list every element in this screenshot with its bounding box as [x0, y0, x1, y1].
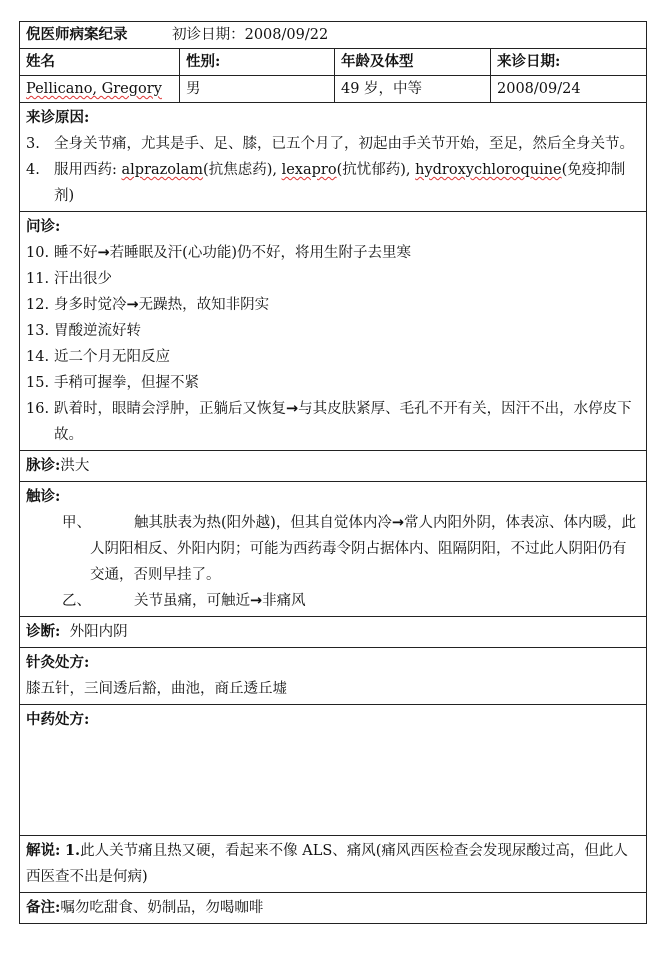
- explanation-cell: [20, 836, 647, 893]
- arrow-icon: →: [97, 245, 110, 261]
- item-text: (免疫抑制剂): [54, 162, 626, 204]
- drug-name: lexapro: [281, 162, 337, 178]
- drug-name: hydroxychloroquine: [415, 162, 562, 178]
- inquiry-row: [20, 212, 647, 451]
- patient-name: Pellicano, Gregory: [26, 81, 162, 97]
- reasons-label: 来诊原因:: [26, 109, 90, 126]
- item-marker: 乙、: [62, 593, 91, 609]
- item-number: 15.: [26, 375, 50, 391]
- patient-sex: 男: [180, 76, 335, 103]
- inquiry-cell: [20, 212, 647, 451]
- palpation-row: [20, 482, 647, 617]
- arrow-icon: →: [250, 593, 263, 609]
- pulse-cell: [20, 451, 647, 482]
- visit-date-label: 来诊日期:: [491, 49, 647, 76]
- age-label: 年龄及体型: [335, 49, 491, 76]
- first-visit-date: 2008/09/22: [244, 27, 329, 43]
- item-text: (抗焦虑药),: [203, 162, 282, 178]
- item-text: 身多时觉冷: [54, 297, 127, 313]
- diagnosis-value: 外阳内阴: [69, 624, 128, 640]
- diagnosis-cell: [20, 617, 647, 648]
- notes-cell: [20, 893, 647, 924]
- item-number: 14.: [26, 349, 50, 365]
- palpation-label: 触诊:: [26, 488, 61, 505]
- arrow-icon: →: [391, 515, 404, 531]
- patient-name-cell: [20, 76, 180, 103]
- reasons-row: [20, 103, 647, 212]
- item-number: 16.: [26, 401, 50, 417]
- list-item: [26, 157, 640, 209]
- list-item: [26, 240, 640, 266]
- item-text: 全身关节痛，尤其是手、足、膝，已五个月了，初起由手关节开始，至足，然后全身关节。: [54, 136, 634, 152]
- list-item: [26, 396, 640, 448]
- item-text: 服用西药:: [54, 162, 122, 178]
- explanation-number: 1.: [64, 842, 81, 859]
- list-item: [26, 344, 640, 370]
- acupuncture-cell: [20, 648, 647, 705]
- herbal-row: [20, 705, 647, 836]
- item-text: 非痛风: [262, 593, 306, 609]
- herbal-cell: [20, 705, 647, 836]
- list-item: [26, 370, 640, 396]
- item-number: 13.: [26, 323, 50, 339]
- item-text: 关节虽痛，可触近: [134, 593, 250, 609]
- acupuncture-label: 针灸处方:: [26, 654, 90, 671]
- item-text: 睡不好: [54, 245, 98, 261]
- list-item: [26, 292, 640, 318]
- medical-record-table: [19, 21, 647, 924]
- item-text: 趴着时，眼睛会浮肿，正躺后又恢复: [54, 401, 286, 417]
- notes-row: [20, 893, 647, 924]
- item-marker: 甲、: [62, 515, 91, 531]
- pulse-row: [20, 451, 647, 482]
- inquiry-list: [26, 240, 640, 448]
- list-item: [26, 131, 640, 157]
- inquiry-label: 问诊:: [26, 218, 61, 235]
- name-label: 姓名: [20, 49, 180, 76]
- arrow-icon: →: [126, 297, 139, 313]
- item-text: 与其皮肤紧厚、毛孔不开有关，因汗不出，水停皮下故。: [54, 401, 632, 443]
- herbal-label: 中药处方:: [26, 711, 90, 728]
- acupuncture-row: [20, 648, 647, 705]
- notes-label: 备注:: [26, 899, 61, 916]
- pulse-label: 脉诊:: [26, 457, 61, 474]
- list-item: [26, 318, 640, 344]
- record-title: 倪医师病案纪录: [26, 26, 128, 43]
- reasons-cell: [20, 103, 647, 212]
- item-text: 手稍可握拳，但握不紧: [54, 375, 199, 391]
- item-number: 12.: [26, 297, 50, 313]
- reasons-list: [26, 131, 640, 209]
- arrow-icon: →: [286, 401, 299, 417]
- item-text: 无躁热，故知非阴实: [138, 297, 270, 313]
- item-text-block: [90, 510, 640, 588]
- patient-label-row: [20, 49, 647, 76]
- palpation-item: [26, 510, 640, 588]
- first-visit: [172, 27, 328, 43]
- first-visit-label: 初诊日期：: [172, 27, 245, 43]
- item-number: 3.: [26, 136, 40, 152]
- medical-record-sheet: [19, 21, 646, 924]
- patient-age: 49 岁，中等: [335, 76, 491, 103]
- patient-visit-date: 2008/09/24: [491, 76, 647, 103]
- acupuncture-value: 膝五针，三间透后豁，曲池，商丘透丘墟: [26, 681, 287, 697]
- item-text: 触其肤表为热(阳外越)，但其自觉体内冷: [134, 515, 392, 531]
- herbal-empty-area: [26, 733, 640, 833]
- item-number: 11.: [26, 271, 50, 287]
- explanation-label: 解说:: [26, 842, 61, 859]
- item-text: 近二个月无阳反应: [54, 349, 170, 365]
- diagnosis-label: 诊断:: [26, 623, 61, 640]
- item-text: 汗出很少: [54, 271, 112, 287]
- list-item: [26, 266, 640, 292]
- explanation-text: 此人关节痛且热又硬，看起来不像 ALS、痛风(痛风西医检查会发现尿酸过高，但此人西医查不出是何病): [26, 843, 628, 885]
- diagnosis-row: [20, 617, 647, 648]
- sex-label: 性别:: [180, 49, 335, 76]
- pulse-value: 洪大: [60, 458, 90, 474]
- header-cell: [20, 22, 647, 49]
- notes-value: 嘱勿吃甜食、奶制品，勿喝咖啡: [60, 900, 264, 916]
- palpation-item: [26, 588, 640, 614]
- item-text-block: [90, 588, 640, 614]
- patient-value-row: [20, 76, 647, 103]
- item-text: 若睡眠及汗(心功能)仍不好，将用生附子去里寒: [109, 245, 411, 261]
- item-number: 10.: [26, 245, 50, 261]
- item-text: 常人内阳外阴，体表凉、体内暖，此人阴阳相反、外阳内阴；可能为西药毒令阴占据体内、阻隔阴阳，不过此人阴阳仍有交通，否则早挂了。: [90, 515, 636, 583]
- item-text: (抗忧郁药),: [336, 162, 416, 178]
- item-number: 4.: [26, 162, 40, 178]
- explanation-row: [20, 836, 647, 893]
- drug-name: alprazolam: [121, 162, 204, 178]
- palpation-cell: [20, 482, 647, 617]
- item-text: 胃酸逆流好转: [54, 323, 141, 339]
- header-row: [20, 22, 647, 49]
